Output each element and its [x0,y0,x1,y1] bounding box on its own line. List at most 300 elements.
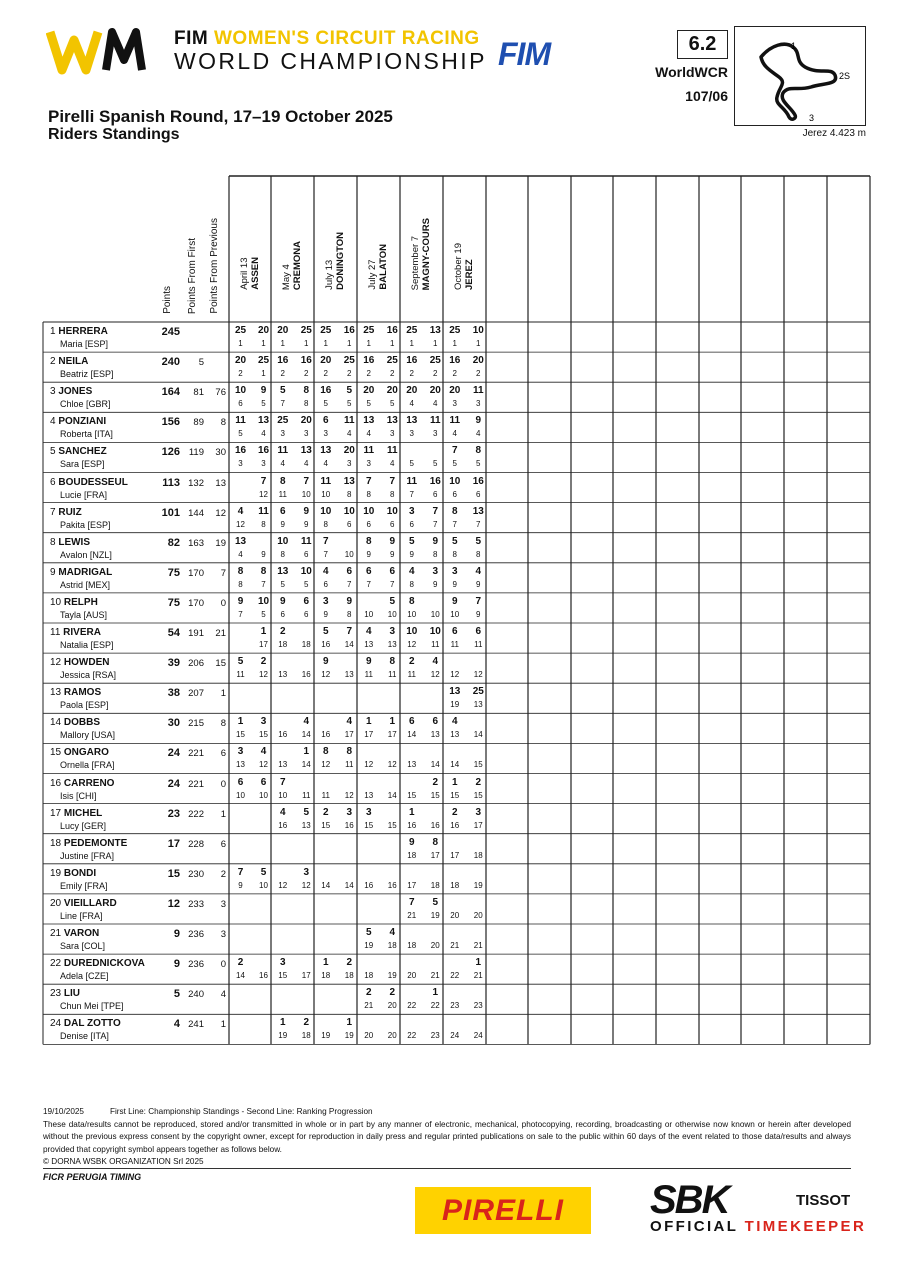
race-points: 13 [343,475,355,487]
ranking-progression: 18 [301,640,311,649]
race-result-cell [358,954,380,982]
ranking-progression: 12 [321,760,331,770]
ranking-progression: 1 [280,339,285,348]
rider-points: 30 [167,717,180,730]
ranking-progression: 2 [433,369,438,379]
ranking-progression: 20 [364,1031,374,1041]
race-points: 9 [322,656,329,668]
race-result-cell [272,1014,294,1042]
event-label [281,241,303,290]
ranking-progression: 6 [304,549,309,559]
race-result-cell [401,352,423,380]
ranking-progression: 9 [433,579,438,589]
race-points: 3 [346,806,353,818]
race-result-cell [401,593,423,621]
ranking-progression: 4 [409,399,414,409]
race-points: 16 [363,355,375,367]
race-points: 20 [320,355,332,367]
race-points: 20 [234,355,247,367]
race-points [358,1016,380,1030]
ranking-progression: 8 [476,549,481,559]
rider-name [50,898,117,909]
points-from-previous: 1 [220,688,226,700]
rider-name [50,326,108,337]
points-from-previous: 7 [220,567,226,579]
rider-position: 4 [50,416,59,428]
race-points [230,896,252,910]
ranking-progression: 6 [409,519,414,529]
rider-points: 101 [161,506,180,519]
race-result-cell [444,954,466,982]
race-result-cell [444,894,466,922]
race-points: 11 [406,475,418,487]
race-result-cell [272,954,294,982]
ranking-progression: 9 [238,880,243,890]
ranking-progression: 4 [366,429,371,439]
race-result-cell [358,473,380,501]
ranking-progression: 10 [387,609,397,619]
race-points: 20 [386,385,398,397]
ranking-progression: 2 [238,369,243,379]
rider-position: 17 [50,807,64,819]
race-result-cell [272,412,294,440]
event-venue: BALATON [378,244,389,290]
rider-position: 9 [50,566,59,578]
race-points: 25 [363,325,375,336]
ranking-progression: 16 [321,730,331,740]
race-result-cell [467,533,489,561]
ranking-progression: 17 [259,640,268,649]
race-points: 8 [237,565,244,577]
ranking-progression: 9 [390,549,395,559]
race-points [358,776,380,790]
race-result-cell [467,924,489,952]
ranking-progression: 5 [390,399,395,409]
points-from-first: 221 [188,748,204,760]
race-result-cell [467,473,489,501]
race-result-cell [315,533,337,561]
rider-lastname: MADRIGAL [58,566,113,578]
race-result-cell [444,412,466,440]
race-points: 2 [346,957,353,969]
race-result-cell [358,774,380,802]
race-points [444,896,466,910]
race-points: 9 [451,595,458,607]
rider-position: 21 [50,928,64,939]
ranking-progression [272,910,294,922]
ranking-progression: 7 [409,489,414,499]
race-result-cell [358,503,380,531]
pirelli-logo: PIRELLI [415,1187,591,1234]
rider-lastname: SANCHEZ [58,446,107,458]
race-result-cell [315,834,337,862]
race-points: 8 [475,445,482,457]
ranking-progression: 2 [347,369,352,379]
ranking-progression: 13 [450,730,460,740]
ranking-progression: 19 [387,971,397,981]
ranking-progression: 11 [236,670,245,680]
event-venue: CREMONA [292,240,303,290]
race-points [315,866,337,880]
race-result-cell [444,774,466,802]
points-from-first: 206 [188,658,204,670]
ranking-progression: 20 [473,910,483,920]
ranking-progression [358,699,380,711]
points-from-previous: 13 [215,477,226,489]
race-result-cell [401,864,423,892]
ranking-progression [230,1000,252,1012]
track-marker-2s: 2S [839,71,851,81]
race-points: 8 [260,565,267,577]
ranking-progression: 7 [347,579,352,589]
race-result-cell [272,713,294,741]
race-points [230,625,252,639]
ranking-progression: 16 [407,820,417,830]
ranking-progression: 4 [433,399,438,409]
footer-copyright: © DORNA WSBK ORGANIZATION Srl 2025 [43,1157,204,1166]
rider-points: 113 [162,476,180,489]
race-result-cell [401,683,423,711]
race-result-cell [401,533,423,561]
ranking-progression: 10 [344,549,354,559]
race-result-cell [230,352,252,380]
ranking-progression: 9 [261,549,266,559]
rider-points: 4 [173,1018,180,1031]
table-row [44,593,870,623]
race-result-cell [444,834,466,862]
race-result-cell [230,894,252,922]
rider-firstname-nation: Denise [ITA] [60,1031,109,1042]
ranking-progression: 15 [259,730,268,740]
race-result-cell [315,864,337,892]
ranking-progression: 12 [301,880,311,890]
race-result-cell [358,322,380,350]
ranking-progression [230,820,252,832]
points-from-first: 228 [188,838,204,850]
race-points [315,1016,337,1030]
ranking-progression: 12 [407,640,417,649]
event-venue: ASSEN [250,257,261,290]
race-points: 10 [343,505,355,517]
ranking-progression [358,910,380,922]
ranking-progression: 11 [302,790,311,800]
race-points [358,866,380,880]
race-result-cell [444,473,466,501]
rider-lastname: DAL ZOTTO [63,1018,121,1030]
ranking-progression: 9 [476,609,481,619]
race-result-cell [444,984,466,1012]
ranking-progression: 2 [366,369,371,379]
ranking-progression: 10 [450,609,460,619]
ranking-progression: 18 [473,850,483,860]
rider-points: 17 [167,837,180,850]
race-result-cell [401,623,423,651]
ranking-progression: 8 [347,489,352,499]
race-points [444,836,466,850]
race-points: 16 [386,325,398,336]
race-result-cell [444,713,466,741]
race-result-cell [272,442,294,470]
ranking-progression [230,940,252,952]
race-result-cell [230,683,252,711]
race-result-cell [230,533,252,561]
ranking-progression: 18 [344,971,354,981]
race-points [230,926,252,940]
race-points: 2 [322,806,329,818]
ranking-progression: 1 [409,339,414,348]
ranking-progression: 15 [473,790,483,800]
ranking-progression: 21 [430,971,440,981]
race-points: 25 [429,355,441,367]
race-points: 4 [303,716,310,728]
rider-name [50,838,127,849]
ranking-progression: 7 [390,579,395,589]
race-result-cell [401,322,423,350]
ranking-progression: 12 [344,790,354,800]
ranking-progression: 1 [323,339,328,348]
ranking-progression: 21 [364,1001,374,1011]
event-date: July 27 [367,259,378,290]
rider-points: 240 [161,356,180,369]
sbk-tissot-logo [650,1178,870,1238]
race-result-cell [401,382,423,410]
race-points: 3 [389,626,396,637]
race-points [358,896,380,910]
race-points: 2 [389,987,396,999]
race-points: 11 [449,415,461,427]
ranking-progression: 12 [259,760,268,770]
ranking-progression: 14 [473,730,483,740]
race-points: 9 [346,595,353,607]
ranking-progression: 16 [387,880,397,890]
race-result-cell [315,954,337,982]
ranking-progression: 4 [452,429,457,439]
race-result-cell [401,563,423,591]
rider-lastname: BONDI [63,867,97,879]
event-venue: DONINGTON [335,232,346,290]
race-points: 3 [303,866,310,878]
ranking-progression: 1 [304,339,309,348]
table-row [44,834,870,864]
race-points: 16 [429,475,441,487]
race-points: 6 [389,565,396,577]
ranking-progression: 11 [474,640,483,649]
ranking-progression: 5 [280,579,285,589]
rider-position: 5 [50,446,59,458]
ranking-progression: 14 [387,790,397,800]
rider-lastname: DUREDNICKOVA [63,958,145,970]
ranking-progression: 15 [407,790,417,800]
race-points [230,836,252,850]
race-points: 5 [279,385,286,397]
race-points [358,595,380,609]
ranking-progression [230,489,252,501]
race-result-cell [230,834,252,862]
race-points: 4 [279,806,286,818]
rider-position: 16 [50,777,64,789]
ranking-progression: 21 [407,910,417,920]
race-points [401,745,423,759]
race-result-cell [272,593,294,621]
ranking-progression: 16 [450,820,460,830]
ranking-progression: 5 [304,579,309,589]
ranking-progression: 15 [430,790,440,800]
race-result-cell [467,683,489,711]
rider-lastname: LIU [63,988,81,1000]
rider-points: 164 [161,386,180,399]
race-points: 25 [449,325,461,336]
rider-position: 10 [50,596,64,608]
rider-name [50,808,102,819]
race-result-cell [401,653,423,681]
race-result-cell [401,412,423,440]
ranking-progression: 19 [344,1031,354,1041]
rider-lastname: VARON [63,928,100,939]
points-from-first: 170 [188,597,204,609]
ranking-progression: 7 [238,609,243,619]
race-result-cell [467,804,489,832]
rider-lastname: NEILA [58,356,89,368]
ranking-progression: 3 [238,459,243,469]
ranking-progression: 3 [409,429,414,439]
ranking-progression [230,699,252,711]
footer-date: 19/10/2025 [43,1107,84,1116]
points-from-previous: 3 [220,898,226,910]
ranking-progression [315,910,337,922]
race-points: 7 [279,776,286,788]
ranking-progression: 16 [321,640,331,649]
points-from-first: 191 [188,628,204,639]
ranking-progression: 11 [431,640,440,649]
ranking-progression [272,850,294,862]
race-points [444,745,466,759]
race-result-cell [444,864,466,892]
footer [43,1106,851,1169]
race-result-cell [315,382,337,410]
ranking-progression [315,1000,337,1012]
race-points [467,866,489,880]
ranking-progression: 18 [364,971,374,981]
ranking-progression: 1 [390,339,395,348]
ranking-progression: 15 [321,820,331,830]
rider-points: 12 [167,897,180,910]
race-result-cell [272,774,294,802]
ranking-progression: 1 [238,339,243,348]
race-result-cell [315,713,337,741]
race-points: 11 [258,505,269,517]
race-result-cell [230,412,252,440]
ranking-progression: 21 [450,941,460,950]
race-result-cell [230,623,252,651]
ranking-progression: 19 [473,880,483,890]
race-points [230,806,252,820]
race-points: 1 [389,716,396,728]
race-result-cell [444,503,466,531]
race-points: 8 [389,656,396,668]
table-row [44,382,870,412]
race-points [272,836,294,850]
race-result-cell [467,954,489,982]
race-result-cell [272,894,294,922]
ranking-progression: 10 [259,880,268,890]
table-row [44,984,870,1014]
table-row [44,473,870,503]
race-points: 10 [449,475,461,487]
race-result-cell [444,653,466,681]
ranking-progression: 1 [261,339,266,348]
ranking-progression: 12 [259,489,268,499]
race-points: 10 [429,626,441,637]
race-points: 8 [408,595,415,607]
rider-position: 15 [50,747,64,759]
race-points: 3 [475,806,482,818]
race-result-cell [272,503,294,531]
points-from-first: 236 [188,929,204,940]
ranking-progression: 7 [476,519,481,529]
rider-firstname-nation: Sara [ESP] [60,459,105,470]
brand-text [174,28,487,73]
race-result-cell [315,894,337,922]
rider-firstname-nation: Emily [FRA] [60,880,108,891]
race-points: 7 [303,475,310,487]
race-result-cell [272,834,294,862]
event-label [453,243,475,290]
race-result-cell [315,653,337,681]
race-result-cell [272,864,294,892]
ranking-progression: 3 [280,429,285,439]
ranking-progression [358,850,380,862]
race-result-cell [230,864,252,892]
race-points: 6 [408,716,415,728]
race-points [272,896,294,910]
race-points: 5 [322,626,329,637]
points-from-first: 170 [188,567,204,579]
points-from-first: 240 [188,989,204,1001]
rider-firstname-nation: Pakita [ESP] [60,519,111,530]
race-points [467,896,489,910]
ranking-progression: 3 [261,459,266,469]
race-points: 25 [406,325,418,336]
rider-name [50,778,114,789]
ranking-progression: 19 [278,1031,288,1041]
rider-points: 82 [167,536,180,549]
race-result-cell [467,774,489,802]
ranking-progression: 5 [452,459,457,469]
race-points [315,836,337,850]
col-header-points: Points [162,286,173,314]
ranking-progression: 14 [450,760,460,770]
rider-points: 23 [167,807,180,820]
points-from-previous: 0 [220,959,226,971]
race-points: 7 [432,505,439,517]
race-result-cell [467,322,489,350]
race-result-cell [272,563,294,591]
race-points [401,866,423,880]
race-points: 25 [343,355,355,367]
ranking-progression: 13 [387,640,397,649]
race-result-cell [315,322,337,350]
race-points: 7 [408,896,415,908]
rider-points: 24 [167,777,180,790]
ranking-progression: 22 [430,1001,440,1011]
race-result-cell [444,382,466,410]
race-points: 13 [277,565,289,577]
race-result-cell [401,834,423,862]
ranking-progression: 10 [301,489,311,499]
points-from-first: 144 [188,507,204,519]
race-points: 4 [389,927,396,938]
track-map [734,26,866,126]
